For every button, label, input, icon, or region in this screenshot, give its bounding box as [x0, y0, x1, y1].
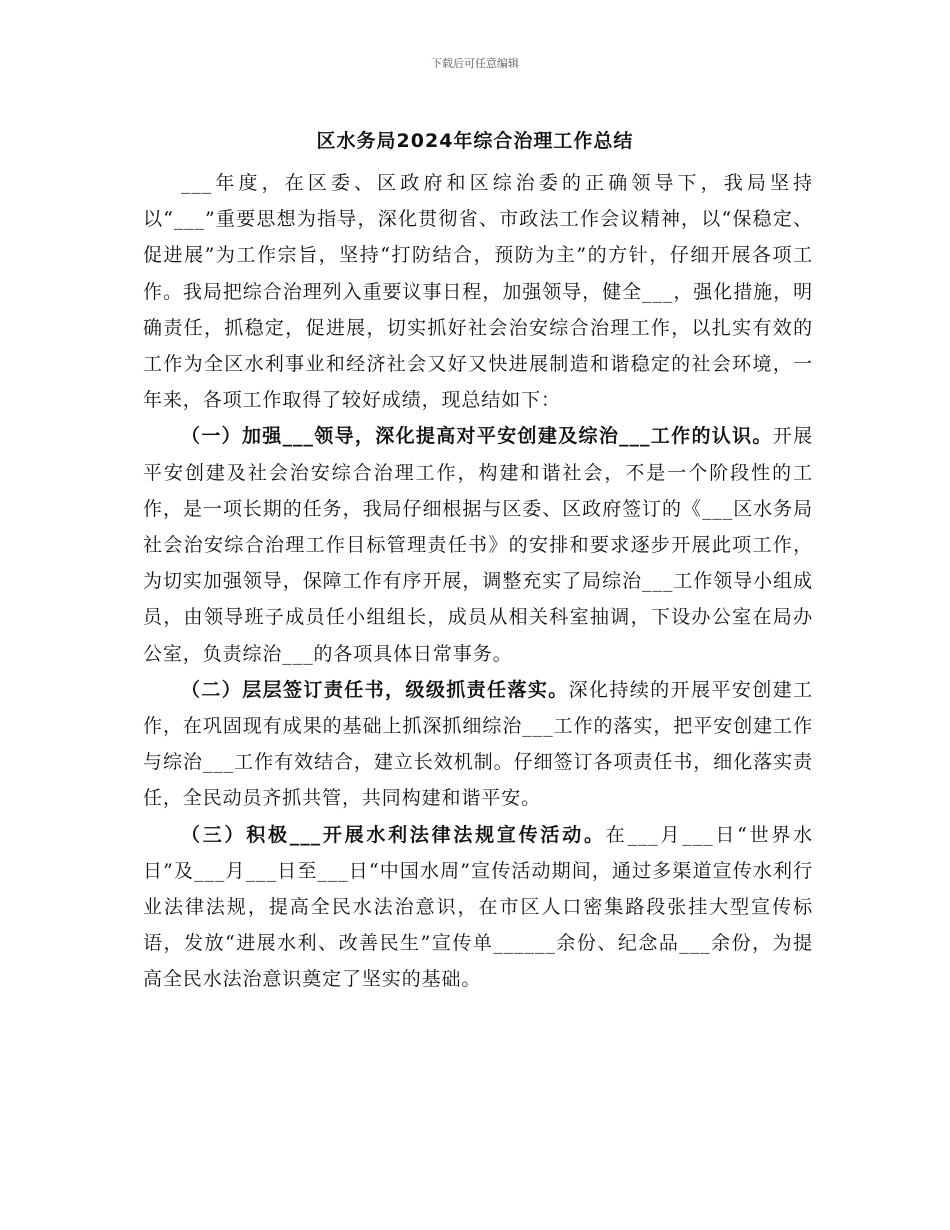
section-paragraph-2: [143, 672, 813, 817]
document-title: 区水务局2024年综合治理工作总结: [316, 130, 634, 152]
section-heading-2: （二）层层签订责任书，级级抓责任落实。: [181, 678, 569, 701]
page-header-note: 下载后可任意编辑: [431, 57, 519, 70]
intro-paragraph: [143, 165, 813, 418]
section-paragraph-1: [143, 418, 813, 671]
paragraph-text: 在___月___日“世界水日”及___月___日至___日“中国水周”宣传活动期间，通过多渠道宣传水利行业法律法规，提高全民水法治意识，在市区人口密集路段张挂大型宣传标语，发放“进展水利、改善民生”宣传单______余份、纪念品___余份，为提高全民水法治意识奠定了坚实的基础。: [143, 823, 813, 991]
paragraph-text: 开展平安创建及社会治安综合治理工作，构建和谐社会，不是一个阶段性的工作，是一项长期的任务，我局仔细根据与区委、区政府签订的《___区水务局社会治安综合治理工作目标管理责任书》的安排和要求逐步开展此项工作，为切实加强领导，保障工作有序开展，调整充实了局综治___工作领导小组成员，由领导班子成员任小组组长，成员从相关科室抽调，下设办公室在局办公室，负责综治___的各项具体日常事务。: [143, 425, 813, 665]
paragraph-text: 深化持续的开展平安创建工作，在巩固现有成果的基础上抓深抓细综治___工作的落实，把平安创建工作与综治___工作有效结合，建立长效机制。仔细签订各项责任书，细化落实责任，全民动员齐抓共管，共同构建和谐平安。: [143, 678, 813, 810]
section-heading-1: （一）加强___领导，深化提高对平安创建及综治___工作的认识。: [181, 425, 773, 448]
paragraph-text: ___年度，在区委、区政府和区综治委的正确领导下，我局坚持以“___”重要思想为指导，深化贯彻省、市政法工作会议精神，以“保稳定、促进展”为工作宗旨，坚持“打防结合，预防为主”的方针，仔细开展各项工作。我局把综合治理列入重要议事日程，加强领导，健全___，强化措施，明确责任，抓稳定，促进展，切实抓好社会治安综合治理工作，以扎实有效的工作为全区水利事业和经济社会又好又快进展制造和谐稳定的社会环境，一年来，各项工作取得了较好成绩，现总结如下：: [143, 172, 813, 412]
section-heading-3: （三）积极___开展水利法律法规宣传活动。: [181, 823, 606, 846]
document-body: [143, 165, 813, 998]
section-paragraph-3: [143, 817, 813, 998]
